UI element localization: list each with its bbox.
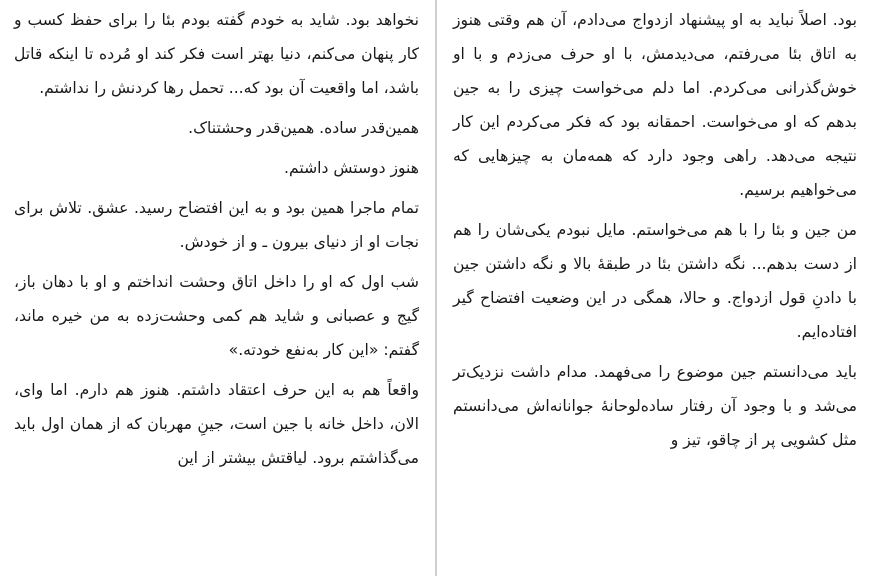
- left-page: [0, 0, 433, 576]
- right-paragraph-3: باید می‌دانستم جین موضوع را می‌فهمد. مدام داشت نزدیک‌تر می‌شد و با وجود آن رفتار ساده‌لوحانهٔ جوانانه‌اش می‌دانستم مثل کشویی پر از چاقو، تیز و: [453, 363, 857, 449]
- left-paragraph-5: شب اول که او را داخل اتاق وحشت انداختم و او با دهان باز، گیج و عصبانی و شاید هم کمی وحشت‌زده به من خیره ماند، گفتم: «این کار به‌نفع خودته.»: [14, 273, 419, 359]
- right-paragraph-1: بود. اصلاً نباید به او پیشنهاد ازدواج می‌دادم، آن هم وقتی هنوز به اتاق بئا می‌رفتم، می‌دیدمش، با او حرف می‌زدم و با او خوش‌گذرانی می‌کردم. اما دلم می‌خواست چیزی را به جین بدهم که او می‌خواست. احمقانه بود که فکر می‌کردم این کار نتیجه می‌دهد. راهی وجود دارد که همه‌مان به چیزهایی که می‌خواهیم برسیم.: [453, 11, 857, 199]
- left-paragraph-2: همین‌قدر ساده. همین‌قدر وحشتناک.: [188, 119, 419, 137]
- left-paragraph-4: تمام ماجرا همین بود و به این افتضاح رسید. عشق. تلاش برای نجات او از دنیای بیرون ـ و از خودش.: [14, 199, 419, 251]
- left-paragraph-1: نخواهد بود. شاید به خودم گفته بودم بئا را برای حفظ کسب و کار پنهان می‌کنم، دنیا بهتر است فکر کند او مُرده تا اینکه قاتل باشد، اما واقعیت آن بود که... تحمل رها کردنش را نداشتم.: [14, 11, 419, 97]
- right-paragraph-2: من جین و بئا را با هم می‌خواستم. مایل نبودم یکی‌شان را هم از دست بدهم... نگه داشتن بئا در طبقهٔ بالا و نگه داشتن جین با دادنِ قول ازدواج. و حالا، همگی در این وضعیت افتضاح گیر افتاده‌ایم.: [453, 221, 857, 341]
- right-page: [439, 0, 871, 576]
- page-gutter-divider: [435, 0, 437, 576]
- left-paragraph-6: واقعاً هم به این حرف اعتقاد داشتم. هنوز هم دارم. اما وای، الان، داخل خانه با جین است، جینِ مهربان که از همان اول باید می‌گذاشتم برود. لیاقتش بیشتر از این: [14, 381, 419, 467]
- left-paragraph-3: هنوز دوستش داشتم.: [284, 159, 419, 177]
